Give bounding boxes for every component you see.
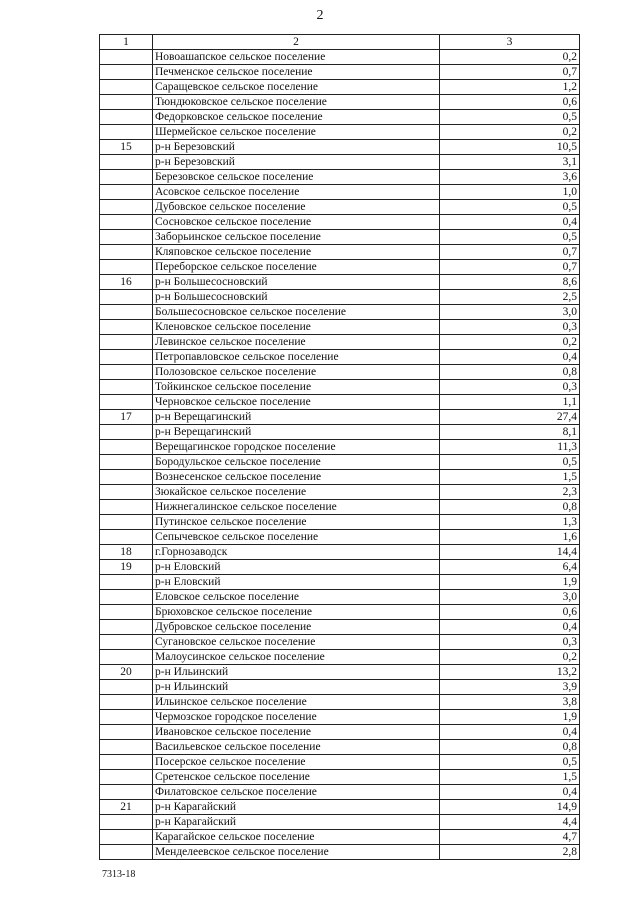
row-value: 8,1	[440, 425, 580, 440]
row-name: Дубровское сельское поселение	[153, 620, 440, 635]
row-name: Саращевское сельское поселение	[153, 80, 440, 95]
row-value: 0,2	[440, 650, 580, 665]
table-row	[100, 500, 580, 515]
row-number	[100, 680, 153, 695]
table-row	[100, 365, 580, 380]
row-name: г.Горнозаводск	[153, 545, 440, 560]
row-value: 1,3	[440, 515, 580, 530]
row-value: 0,2	[440, 335, 580, 350]
row-value: 0,2	[440, 125, 580, 140]
row-name: р-н Березовский	[153, 140, 440, 155]
row-number	[100, 740, 153, 755]
row-number	[100, 845, 153, 860]
row-value: 0,3	[440, 635, 580, 650]
row-name: Сосновское сельское поселение	[153, 215, 440, 230]
row-number	[100, 80, 153, 95]
row-name: р-н Большесосновский	[153, 275, 440, 290]
table-row	[100, 320, 580, 335]
table-row	[100, 680, 580, 695]
row-number	[100, 230, 153, 245]
table-row	[100, 425, 580, 440]
table-row	[100, 380, 580, 395]
row-number	[100, 215, 153, 230]
row-number	[100, 425, 153, 440]
row-value: 0,7	[440, 245, 580, 260]
row-name: Васильевское сельское поселение	[153, 740, 440, 755]
row-name: Сепычевское сельское поселение	[153, 530, 440, 545]
row-number	[100, 695, 153, 710]
row-number	[100, 305, 153, 320]
row-value: 13,2	[440, 665, 580, 680]
row-number	[100, 575, 153, 590]
row-number: 16	[100, 275, 153, 290]
row-number	[100, 395, 153, 410]
row-number: 17	[100, 410, 153, 425]
row-value: 0,4	[440, 725, 580, 740]
row-name: Заборьинское сельское поселение	[153, 230, 440, 245]
row-name: Филатовское сельское поселение	[153, 785, 440, 800]
row-value: 3,8	[440, 695, 580, 710]
row-number: 19	[100, 560, 153, 575]
row-name: Зюкайское сельское поселение	[153, 485, 440, 500]
table-row	[100, 50, 580, 65]
document-code: 7313-18	[102, 869, 136, 880]
table-row	[100, 725, 580, 740]
row-number	[100, 245, 153, 260]
row-name: Левинское сельское поселение	[153, 335, 440, 350]
table-row	[100, 710, 580, 725]
row-number	[100, 830, 153, 845]
row-name: р-н Большесосновский	[153, 290, 440, 305]
row-number	[100, 485, 153, 500]
row-number	[100, 725, 153, 740]
table-row	[100, 125, 580, 140]
table-row	[100, 65, 580, 80]
row-value: 1,5	[440, 770, 580, 785]
table-row	[100, 305, 580, 320]
row-name: Новоашапское сельское поселение	[153, 50, 440, 65]
row-number	[100, 815, 153, 830]
table-row	[100, 275, 580, 290]
row-number	[100, 770, 153, 785]
row-name: Ивановское сельское поселение	[153, 725, 440, 740]
row-number	[100, 170, 153, 185]
row-name: Большесосновское сельское поселение	[153, 305, 440, 320]
row-value: 4,7	[440, 830, 580, 845]
table-row	[100, 215, 580, 230]
row-value: 27,4	[440, 410, 580, 425]
table-row	[100, 230, 580, 245]
row-value: 0,8	[440, 365, 580, 380]
row-number	[100, 530, 153, 545]
row-number	[100, 605, 153, 620]
row-name: р-н Карагайский	[153, 815, 440, 830]
row-value: 1,1	[440, 395, 580, 410]
table-row	[100, 815, 580, 830]
row-number	[100, 620, 153, 635]
row-name: Переборское сельское поселение	[153, 260, 440, 275]
row-number	[100, 785, 153, 800]
row-number: 20	[100, 665, 153, 680]
row-value: 14,9	[440, 800, 580, 815]
row-name: Еловское сельское поселение	[153, 590, 440, 605]
row-number	[100, 50, 153, 65]
row-value: 2,8	[440, 845, 580, 860]
row-number: 21	[100, 800, 153, 815]
row-value: 0,4	[440, 350, 580, 365]
row-name: Сугановское сельское поселение	[153, 635, 440, 650]
row-value: 0,4	[440, 785, 580, 800]
row-name: Петропавловское сельское поселение	[153, 350, 440, 365]
row-number	[100, 350, 153, 365]
row-value: 0,3	[440, 380, 580, 395]
row-name: Бородульское сельское поселение	[153, 455, 440, 470]
row-value: 1,5	[440, 470, 580, 485]
row-name: р-н Еловский	[153, 560, 440, 575]
table-row	[100, 350, 580, 365]
row-number	[100, 335, 153, 350]
data-table	[99, 34, 580, 860]
table-body	[100, 50, 580, 860]
table-row	[100, 200, 580, 215]
row-value: 0,5	[440, 455, 580, 470]
table-row	[100, 635, 580, 650]
row-value: 0,8	[440, 500, 580, 515]
row-name: Брюховское сельское поселение	[153, 605, 440, 620]
header-col-3: 3	[440, 35, 580, 50]
table-row	[100, 515, 580, 530]
row-value: 3,9	[440, 680, 580, 695]
row-name: Нижнегалинское сельское поселение	[153, 500, 440, 515]
row-number	[100, 320, 153, 335]
table-row	[100, 665, 580, 680]
row-value: 2,3	[440, 485, 580, 500]
row-number: 15	[100, 140, 153, 155]
table-row	[100, 575, 580, 590]
table-row	[100, 155, 580, 170]
row-name: Карагайское сельское поселение	[153, 830, 440, 845]
row-number	[100, 500, 153, 515]
page-number: 2	[316, 8, 324, 23]
row-value: 0,2	[440, 50, 580, 65]
table-row	[100, 245, 580, 260]
row-number	[100, 455, 153, 470]
header-col-2: 2	[153, 35, 440, 50]
table-row	[100, 260, 580, 275]
row-number	[100, 65, 153, 80]
row-value: 1,9	[440, 710, 580, 725]
row-number	[100, 710, 153, 725]
row-value: 3,0	[440, 305, 580, 320]
table-row	[100, 545, 580, 560]
row-name: Вознесенское сельское поселение	[153, 470, 440, 485]
row-value: 0,5	[440, 200, 580, 215]
table-row	[100, 110, 580, 125]
table-row	[100, 845, 580, 860]
row-value: 1,0	[440, 185, 580, 200]
row-value: 0,5	[440, 230, 580, 245]
row-value: 0,5	[440, 755, 580, 770]
table-row	[100, 410, 580, 425]
row-number	[100, 590, 153, 605]
table-row	[100, 785, 580, 800]
table-row	[100, 800, 580, 815]
row-name: Полозовское сельское поселение	[153, 365, 440, 380]
row-number	[100, 290, 153, 305]
table-row	[100, 560, 580, 575]
row-value: 8,6	[440, 275, 580, 290]
row-value: 2,5	[440, 290, 580, 305]
row-name: Путинское сельское поселение	[153, 515, 440, 530]
row-name: Дубовское сельское поселение	[153, 200, 440, 215]
row-name: р-н Верещагинский	[153, 410, 440, 425]
table-row	[100, 335, 580, 350]
table-row	[100, 590, 580, 605]
row-name: р-н Березовский	[153, 155, 440, 170]
table-row	[100, 80, 580, 95]
row-value: 1,2	[440, 80, 580, 95]
table-row	[100, 185, 580, 200]
row-name: Березовское сельское поселение	[153, 170, 440, 185]
row-number	[100, 635, 153, 650]
row-value: 3,0	[440, 590, 580, 605]
row-name: р-н Еловский	[153, 575, 440, 590]
table-row	[100, 95, 580, 110]
table-row	[100, 395, 580, 410]
table-row	[100, 755, 580, 770]
header-col-1: 1	[100, 35, 153, 50]
row-name: Федорковское сельское поселение	[153, 110, 440, 125]
row-value: 0,7	[440, 260, 580, 275]
row-value: 0,7	[440, 65, 580, 80]
row-name: Тойкинское сельское поселение	[153, 380, 440, 395]
row-value: 0,6	[440, 95, 580, 110]
row-value: 3,1	[440, 155, 580, 170]
row-number	[100, 440, 153, 455]
table-row	[100, 695, 580, 710]
row-value: 6,4	[440, 560, 580, 575]
table-row	[100, 140, 580, 155]
row-name: Малоусинское сельское поселение	[153, 650, 440, 665]
row-value: 0,8	[440, 740, 580, 755]
table-row	[100, 620, 580, 635]
row-value: 14,4	[440, 545, 580, 560]
row-value: 1,6	[440, 530, 580, 545]
table-row	[100, 830, 580, 845]
row-name: Кляповское сельское поселение	[153, 245, 440, 260]
row-number	[100, 200, 153, 215]
row-name: Ильинское сельское поселение	[153, 695, 440, 710]
table-row	[100, 770, 580, 785]
row-number	[100, 650, 153, 665]
table-row	[100, 470, 580, 485]
row-name: р-н Карагайский	[153, 800, 440, 815]
row-number	[100, 260, 153, 275]
row-name: Посерское сельское поселение	[153, 755, 440, 770]
table-row	[100, 290, 580, 305]
row-name: Асовское сельское поселение	[153, 185, 440, 200]
row-number	[100, 470, 153, 485]
table-row	[100, 170, 580, 185]
table-row	[100, 485, 580, 500]
table-row	[100, 650, 580, 665]
header-row	[100, 35, 580, 50]
table-row	[100, 455, 580, 470]
table-header	[100, 35, 580, 50]
row-name: р-н Ильинский	[153, 680, 440, 695]
row-number: 18	[100, 545, 153, 560]
row-name: Кленовское сельское поселение	[153, 320, 440, 335]
row-value: 4,4	[440, 815, 580, 830]
row-name: Сретенское сельское поселение	[153, 770, 440, 785]
row-name: Чермозское городское поселение	[153, 710, 440, 725]
row-value: 3,6	[440, 170, 580, 185]
row-value: 11,3	[440, 440, 580, 455]
row-number	[100, 155, 153, 170]
row-number	[100, 185, 153, 200]
row-name: Черновское сельское поселение	[153, 395, 440, 410]
row-value: 0,4	[440, 620, 580, 635]
row-value: 0,6	[440, 605, 580, 620]
row-number	[100, 755, 153, 770]
row-value: 0,3	[440, 320, 580, 335]
row-number	[100, 95, 153, 110]
row-number	[100, 380, 153, 395]
table-row	[100, 740, 580, 755]
row-name: Шермейское сельское поселение	[153, 125, 440, 140]
row-value: 0,5	[440, 110, 580, 125]
row-number	[100, 110, 153, 125]
row-value: 10,5	[440, 140, 580, 155]
row-name: Менделеевское сельское поселение	[153, 845, 440, 860]
table-row	[100, 605, 580, 620]
row-name: р-н Ильинский	[153, 665, 440, 680]
row-number	[100, 365, 153, 380]
row-name: Печменское сельское поселение	[153, 65, 440, 80]
row-name: Верещагинское городское поселение	[153, 440, 440, 455]
table-row	[100, 440, 580, 455]
row-value: 1,9	[440, 575, 580, 590]
row-number	[100, 515, 153, 530]
table-row	[100, 530, 580, 545]
row-number	[100, 125, 153, 140]
row-value: 0,4	[440, 215, 580, 230]
row-name: р-н Верещагинский	[153, 425, 440, 440]
row-name: Тюндюковское сельское поселение	[153, 95, 440, 110]
